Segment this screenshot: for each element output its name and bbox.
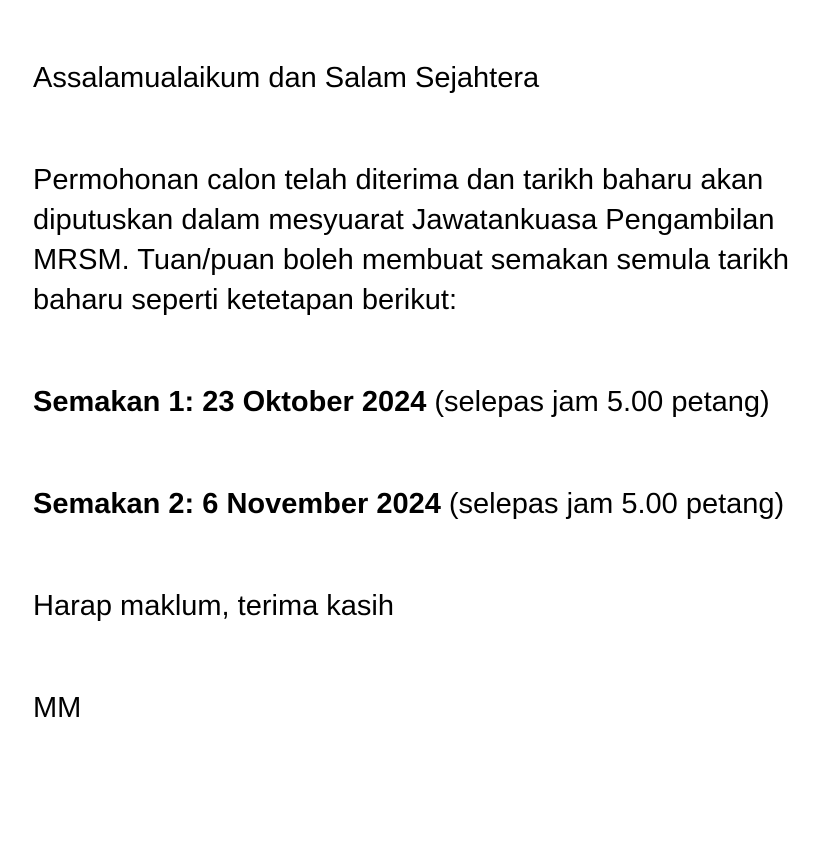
check-date-1-note: (selepas jam 5.00 petang) xyxy=(426,386,770,418)
message-body xyxy=(33,58,793,728)
check-date-2-label: Semakan 2: 6 November 2024 xyxy=(33,488,441,520)
body-paragraph: Permohonan calon telah diterima dan tarikh baharu akan diputuskan dalam mesyuarat Jawatankuasa Pengambilan MRSM. Tuan/puan boleh membuat semakan semula tarikh baharu seperti ketetapan berikut: xyxy=(33,164,789,316)
check-date-2-note: (selepas jam 5.00 petang) xyxy=(440,488,785,520)
check-date-1-label: Semakan 1: 23 Oktober 2024 xyxy=(33,386,427,418)
signature-text: MM xyxy=(33,692,82,724)
check-date-2 xyxy=(33,484,793,524)
greeting-text: Assalamualaikum dan Salam Sejahtera xyxy=(33,62,540,94)
check-date-1 xyxy=(33,382,793,422)
closing-text: Harap maklum, terima kasih xyxy=(33,590,394,622)
